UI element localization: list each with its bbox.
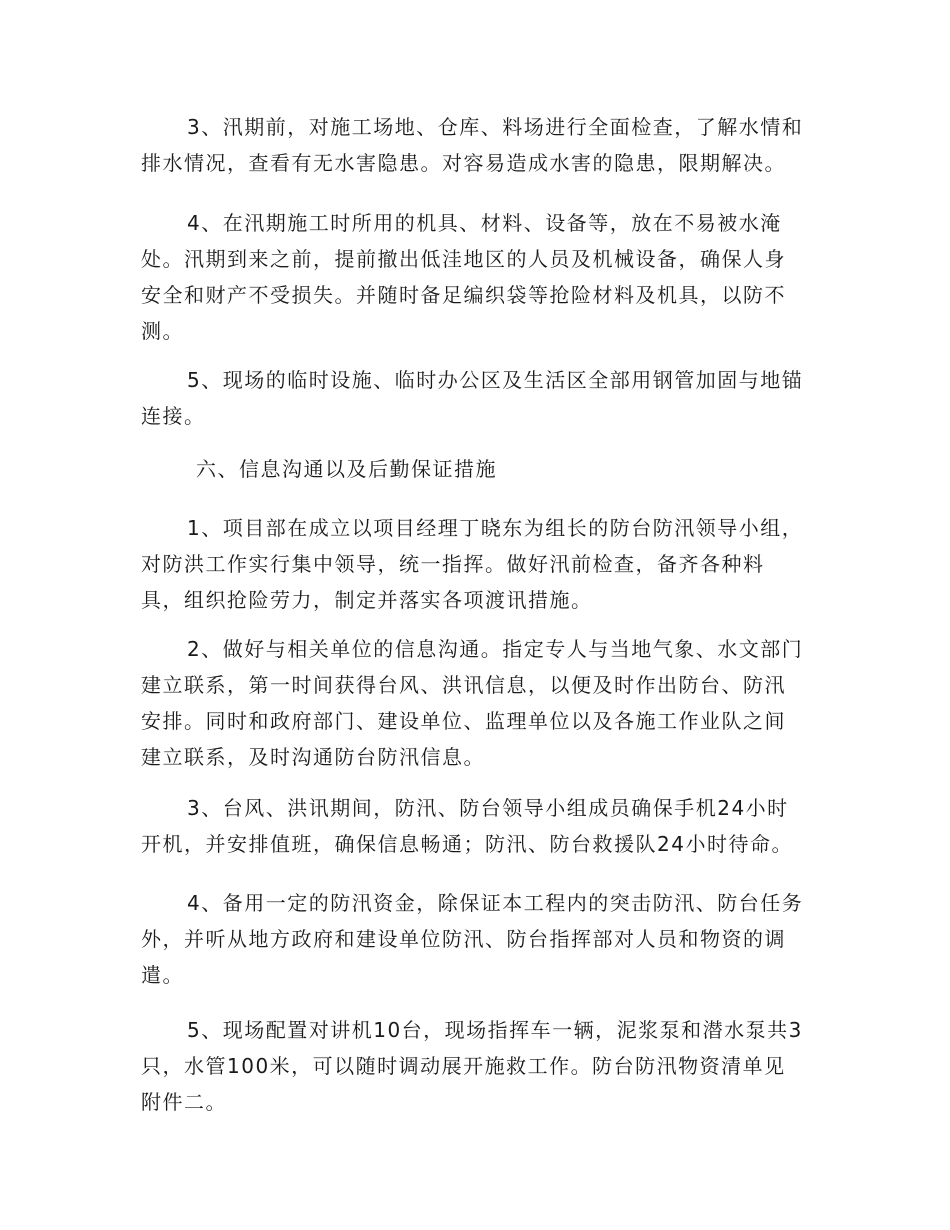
- paragraph-line: 建立联系，及时沟通防台防汛信息。: [141, 745, 485, 769]
- paragraph-line: 处。汛期到来之前，提前撤出低洼地区的人员及机械设备，确保人身: [141, 247, 786, 271]
- paragraph-line: 5、现场配置对讲机10台，现场指挥车一辆，泥浆泵和潜水泵共3: [187, 1018, 803, 1042]
- paragraph-line: 具，组织抢险劳力，制定并落实各项渡讯措施。: [141, 588, 593, 612]
- paragraph-line: 4、在汛期施工时所用的机具、材料、设备等，放在不易被水淹: [187, 211, 782, 235]
- paragraph-line: 附件二。: [141, 1090, 227, 1114]
- paragraph-line: 对防洪工作实行集中领导，统一指挥。做好汛前检查，备齐各种料: [141, 552, 765, 576]
- paragraph-flood-inspection: [141, 109, 811, 181]
- paragraph-line: 外，并听从地方政府和建设单位防汛、防台指挥部对人员和物资的调: [141, 927, 786, 951]
- paragraph-line: 3、汛期前，对施工场地、仓库、料场进行全面检查，了解水情和: [187, 115, 804, 139]
- paragraph-line: 测。: [141, 319, 184, 343]
- paragraph-line: 建立联系，第一时间获得台风、洪讯信息，以便及时作出防台、防汛: [141, 673, 786, 697]
- section-heading: [141, 451, 811, 487]
- paragraph-line: 安排。同时和政府部门、建设单位、监理单位以及各施工作业队之间: [141, 709, 786, 733]
- paragraph-temporary-facilities: [141, 362, 811, 434]
- paragraph-line: 1、项目部在成立以项目经理丁晓东为组长的防台防汛领导小组，: [187, 516, 804, 540]
- section-heading-text: 六、信息沟通以及后勤保证措施: [196, 457, 497, 481]
- paragraph-funds: [141, 885, 811, 993]
- paragraph-line: 开机，并安排值班，确保信息畅通；防汛、防台救援队24小时待命。: [141, 832, 793, 856]
- paragraph-line: 4、备用一定的防汛资金，除保证本工程内的突击防汛、防台任务: [187, 891, 804, 915]
- paragraph-equipment-placement: [141, 205, 811, 349]
- paragraph-information-communication: [141, 631, 811, 775]
- paragraph-line: 排水情况，查看有无水害隐患。对容易造成水害的隐患，限期解决。: [141, 151, 786, 175]
- paragraph-leadership-group: [141, 510, 811, 618]
- paragraph-equipment-list: [141, 1012, 811, 1120]
- paragraph-line: 3、台风、洪讯期间，防汛、防台领导小组成员确保手机24小时: [187, 796, 789, 820]
- paragraph-line: 只，水管100米，可以随时调动展开施救工作。防台防汛物资清单见: [141, 1054, 786, 1078]
- paragraph-line: 5、现场的临时设施、临时办公区及生活区全部用钢管加固与地锚: [187, 368, 804, 392]
- paragraph-line: 连接。: [141, 404, 206, 428]
- paragraph-duty-arrangement: [141, 790, 811, 862]
- paragraph-line: 遣。: [141, 963, 184, 987]
- paragraph-line: 2、做好与相关单位的信息沟通。指定专人与当地气象、水文部门: [187, 637, 804, 661]
- paragraph-line: 安全和财产不受损失。并随时备足编织袋等抢险材料及机具，以防不: [141, 283, 786, 307]
